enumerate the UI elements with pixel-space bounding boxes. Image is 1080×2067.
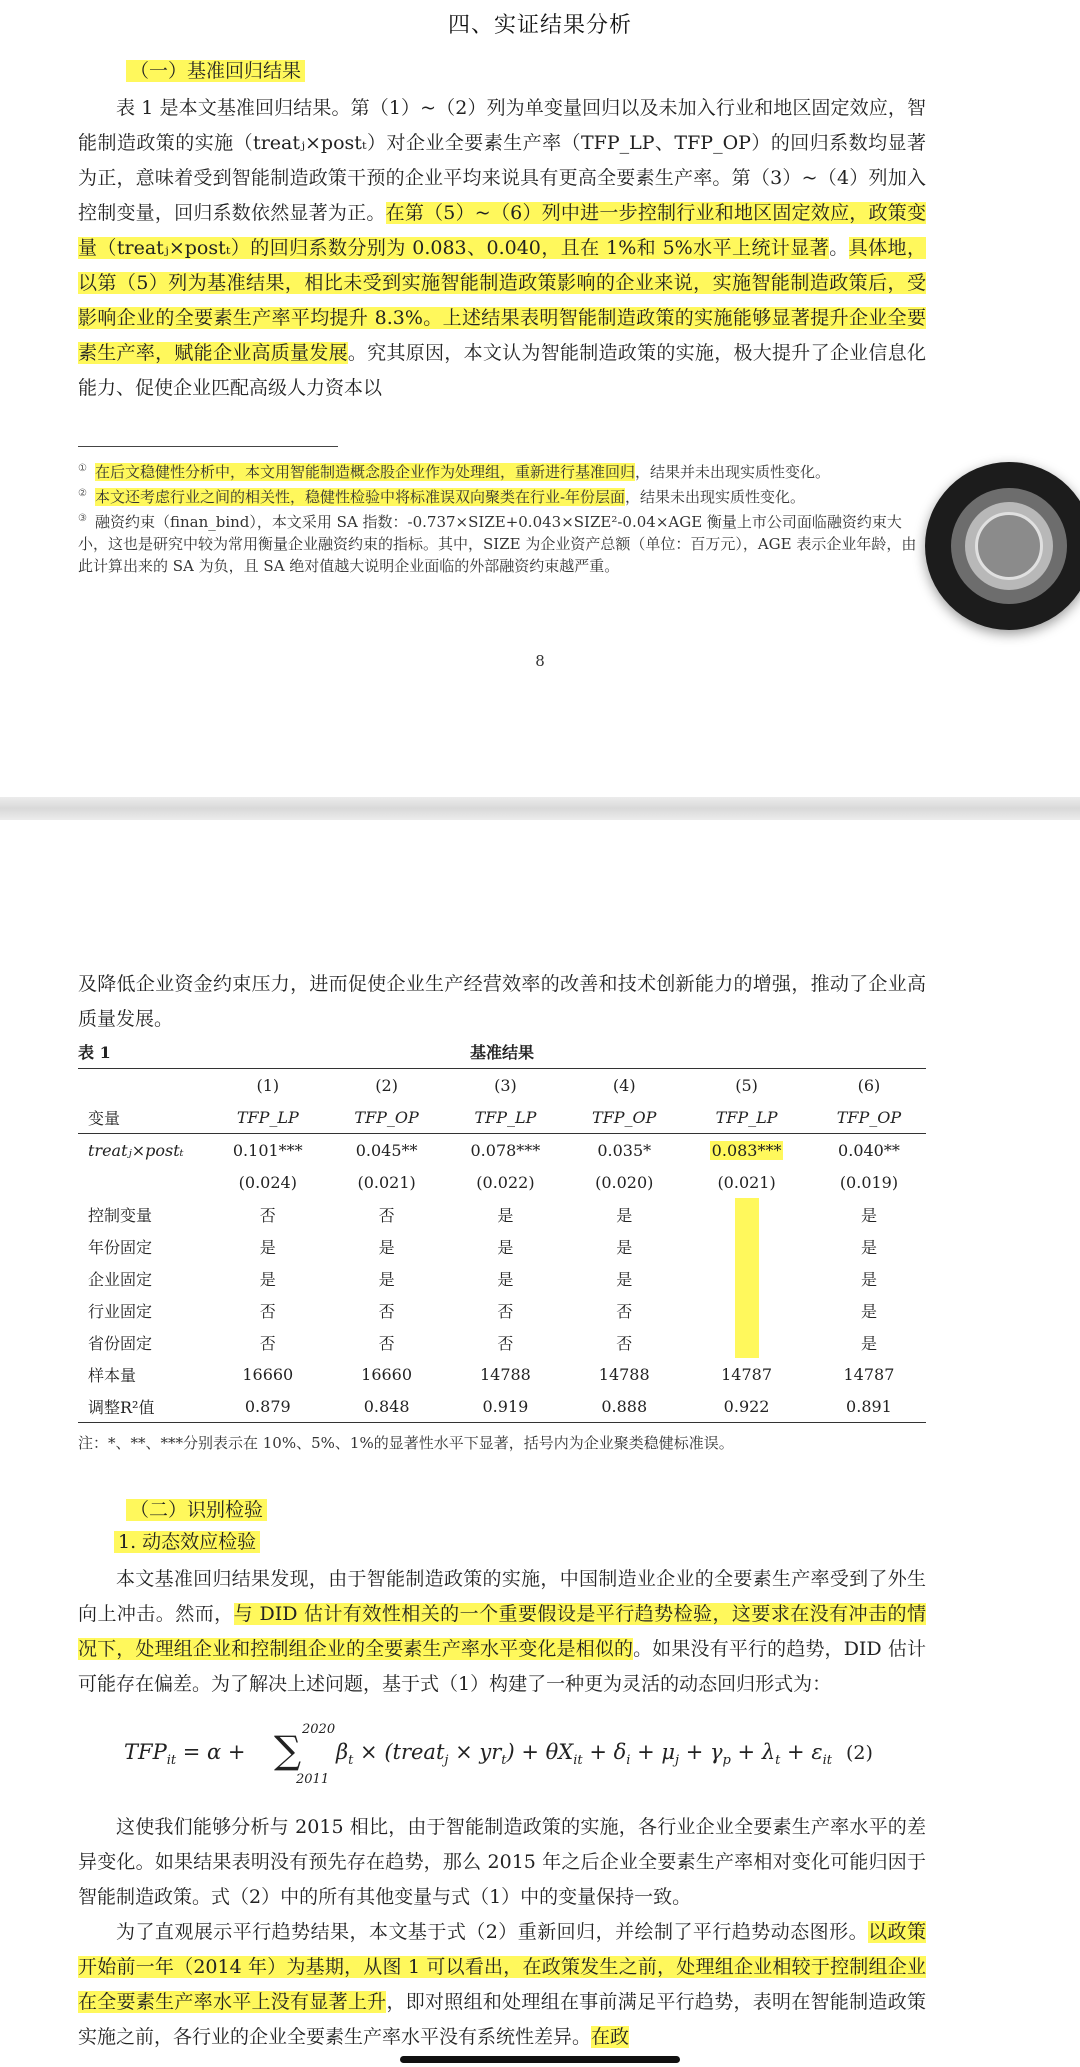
section-heading-baseline: （一）基准回归结果 <box>78 55 926 87</box>
table-note: 注：*、**、***分别表示在 10%、5%、1%的显著性水平下显著，括号内为企业聚类稳健标准误。 <box>78 1434 734 1452</box>
footnote-3: ③ 融资约束（finan_bind），本文采用 SA 指数：-0.737×SIZE+0.043×SIZE²-0.04×AGE 衡量上市公司面临融资约束大小，这也是研究中较为常用衡量企业融资约束的指标。其中，SIZE 为企业资产总额（单位：百万元），AGE 表示企业年龄，由此计算出来的 SA 为负，且 SA 绝对值越大说明企业面临的外部融资约束越严重。 <box>78 513 917 575</box>
se-cell: (0.020) <box>595 1172 654 1192</box>
dep-var: TFP_OP <box>836 1107 902 1127</box>
page-separator <box>0 797 1080 820</box>
col-num: (3) <box>494 1075 517 1095</box>
paragraph-trend-result: 为了直观展示平行趋势结果，本文基于式（2）重新回归，并绘制了平行趋势动态图形。以政策开始前一年（2014 年）为基期，从图 1 可以看出，在政策发生之前，处理组企业相较于控制组企业在全要素生产率水平上没有显著上升，即对照组和处理组在事前满足平行趋势，表明在智能制造政策实施之前，各行业的企业全要素生产率水平没有系统性差异。在政 <box>78 1921 926 2048</box>
se-cell: (0.024) <box>238 1172 297 1192</box>
page-number: 8 <box>535 652 545 670</box>
table-row: 样本量 16660 16660 14788 14788 14787 14787 <box>88 1364 895 1385</box>
paragraph-baseline-results: 表 1 是本文基准回归结果。第（1）~（2）列为单变量回归以及未加入行业和地区固定效应，智能制造政策的实施（treatⱼ×postₜ）对企业全要素生产率（TFP_LP、TFP_OP）的回归系数均显著为正，意味着受到智能制造政策干预的企业平均来说具有更高全要素生产率。第（3）~（4）列加入控制变量，回归系数依然显著为正。在第（5）~（6）列中进一步控制行业和地区固定效应，政策变量（treatⱼ×postₜ）的回归系数分别为 0.083、0.040，且在 1%和 5%水平上统计显著。具体地，以第（5）列为基准结果，相比未受到实施智能制造政策影响的企业来说，实施智能制造政策后，受影响企业的全要素生产率平均提升 8.3%。上述结果表明智能制造政策的实施能够显著提升企业全要素生产率，赋能企业高质量发展。究其原因，本文认为智能制造政策的实施，极大提升了企业信息化能力、促使企业匹配高级人力资本以 <box>78 97 926 399</box>
col-num: (4) <box>612 1075 636 1095</box>
equation-2: $TFP_{it} = \alpha$ + ∑ 2020 2011 $\beta_t$ × (treat$_j$ × $yr_t) + \theta X_{it} + \delta_i + \mu_j + \gamma_p + \lambda_t + \varepsilon_{it}$ (2) <box>124 1722 873 1787</box>
coef-cell: 0.035* <box>597 1140 652 1160</box>
floating-assistive-button[interactable] <box>925 462 1080 630</box>
highlight-mark <box>735 1294 759 1326</box>
dep-var: TFP_OP <box>354 1107 419 1127</box>
highlight-mark <box>735 1262 759 1294</box>
highlight-mark <box>735 1326 759 1358</box>
footnote-divider <box>78 446 338 447</box>
dep-var: TFP_LP <box>474 1107 537 1127</box>
table-caption: 表 1 基准结果 <box>78 1043 534 1062</box>
table-row: 行业固定 否 否 否 否 是 <box>78 1294 926 1326</box>
highlight-mark <box>735 1230 759 1262</box>
pdf-page-8 <box>0 0 1080 800</box>
pdf-page-9 <box>0 820 1080 2067</box>
coef-cell: 0.101*** <box>232 1140 303 1160</box>
coef-cell: 0.040** <box>838 1140 900 1160</box>
se-cell: (0.019) <box>839 1172 899 1192</box>
dep-var: TFP_LP <box>715 1107 778 1127</box>
paragraph-parallel-trend: 本文基准回归结果发现，由于智能制造政策的实施，中国制造业企业的全要素生产率受到了外生向上冲击。然而，与 DID 估计有效性相关的一个重要假设是平行趋势检验，这要求在没有冲击的情况下，处理组企业和控制组企业的全要素生产率水平变化是相似的。如果没有平行的趋势，DID 估计可能存在偏差。为了解决上述问题，基于式（1）构建了一种更为灵活的动态回归形式为： <box>78 1568 926 1695</box>
home-indicator[interactable] <box>400 2056 680 2063</box>
se-cell: (0.021) <box>357 1172 416 1192</box>
section-heading-identification: （二）识别检验 <box>78 1494 926 1526</box>
col-num: (6) <box>857 1075 881 1095</box>
se-cell: (0.022) <box>476 1172 535 1192</box>
footnote-1: ① 在后文稳健性分析中，本文用智能制造概念股企业作为处理组，重新进行基准回归，结果并未出现实质性变化。 <box>78 463 830 481</box>
regression-table <box>78 1068 926 1423</box>
coef-cell-highlighted: 0.083*** <box>711 1140 782 1160</box>
table-row: 调整R²值 0.879 0.848 0.919 0.888 0.922 0.891 <box>78 1390 926 1423</box>
treat-label: treatⱼ×postₜ <box>88 1140 184 1160</box>
table-row: 年份固定 是 是 是 是 是 <box>78 1230 926 1262</box>
dep-var: TFP_OP <box>592 1107 657 1127</box>
footnote-2: ② 本文还考虑行业之间的相关性，稳健性检验中将标准误双向聚类在行业-年份层面，结果未出现实质性变化。 <box>78 488 806 506</box>
se-cell: (0.021) <box>717 1172 776 1192</box>
highlight-mark <box>735 1198 759 1230</box>
subsection-heading-dynamic: 1. 动态效应检验 <box>78 1526 926 1558</box>
paragraph-dynamic-explanation: 这使我们能够分析与 2015 相比，由于智能制造政策的实施，各行业企业全要素生产率水平的差异变化。如果结果表明没有预先存在趋势，那么 2015 年之后企业全要素生产率相对变化可能归因于智能制造政策。式（2）中的所有其他变量与式（1）中的变量保持一致。 <box>78 1816 926 1908</box>
table-row: 控制变量 否 否 是 是 是 <box>78 1198 926 1230</box>
coef-cell: 0.078*** <box>470 1140 541 1160</box>
col-num: (1) <box>256 1075 280 1095</box>
chapter-heading: 四、实证结果分析 <box>447 13 632 38</box>
col-num: (5) <box>735 1075 758 1095</box>
table-row: 省份固定 否 否 否 否 是 <box>78 1326 926 1358</box>
coef-cell: 0.045** <box>355 1140 418 1160</box>
continuation-paragraph: 及降低企业资金约束压力，进而促使企业生产经营效率的改善和技术创新能力的增强，推动了企业高质量发展。 <box>78 973 926 1030</box>
col-num: (2) <box>375 1075 398 1095</box>
footnotes <box>78 458 926 577</box>
var-header: 变量 <box>88 1108 121 1128</box>
table-row: 企业固定 是 是 是 是 是 <box>78 1262 926 1294</box>
dep-var: TFP_LP <box>236 1107 299 1127</box>
